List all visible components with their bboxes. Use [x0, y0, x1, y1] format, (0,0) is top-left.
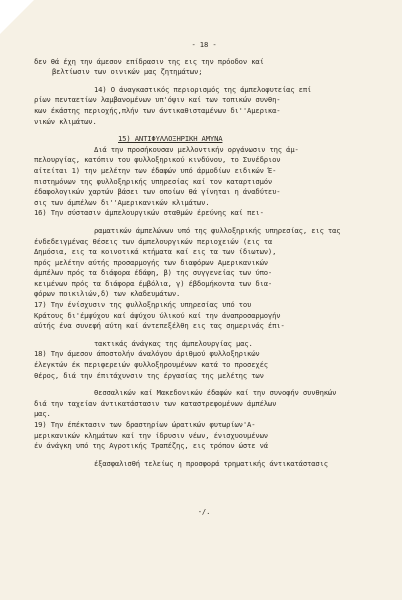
page-number: - 18 -	[191, 40, 217, 49]
text-line: έξασφαλισθή τελείως η προσφορά τρηματικής άντικατάστασις	[94, 458, 328, 468]
text-line: σις των άμπέλων δι''Αμερικανικών κλιμάτων.	[34, 197, 210, 207]
text-line: ραματικών άμπελώνων υπό της φυλλοξηρικής υπηρεσίας, εις τας	[94, 225, 341, 235]
text-line: 16) Την σύστασιν άμπελουργικών σταθμών έρεύνης καί πει-	[34, 208, 264, 218]
document-body	[34, 40, 374, 518]
text-line	[34, 469, 374, 480]
folded-corner	[0, 0, 34, 34]
text-line: πελουργίας, κατόπιν του φυλλοξηρικού κινδύνου, το Συνέδριον	[34, 155, 281, 165]
text-line: 18) Την άμεσον άποστολήν άναλόγου άριθμού φυλλοξηρικών	[34, 349, 260, 359]
text-line: πιστημόνων της φυλλοξηρικής υπηρεσίας καί τον καταρτισμόν	[34, 176, 273, 186]
text-line	[34, 480, 374, 491]
continuation-mark: -/.	[197, 507, 211, 517]
text-line: αύτής ένα συνεφή αύτη καί άντεπεξέλθη εις τας σημερινάς έπι-	[34, 321, 285, 331]
text-line: κειμένων πρός τα διάφορα έμβόλια, γ) έβδομήκοντα των δια-	[34, 278, 273, 288]
text-line: δεν θά έχη την άμεσον επίδρασιν της εις την πρόοδον καί	[34, 56, 264, 66]
text-line: ρίων πενταετίων λαμβανομένων υπ'όψιν καί των τοπικών συνθη-	[34, 95, 281, 105]
text-line: έλεγκτών έκ περιφερειών φυλλοξηρουμένων κατά το προσεχές	[34, 360, 268, 370]
text-line: πρός μελέτην αύτής προσαρμογής των διαφόρων Αμερικανικών	[34, 257, 268, 267]
text-line: Διά την προσήκουσαν μελλοντικήν οργάνωσιν της άμ-	[94, 144, 299, 154]
text-line: Δημόσια, εις τα κοινοτικά κτήματα καί εις τα των ίδιωτων),	[34, 247, 277, 257]
text-line: διά την ταχείαν άντικατάστασιν των καταστρεφομένων άμπέλων	[34, 398, 277, 408]
text-line: έν άνάγκη υπό της Αγροτικής Τραπέζης, εις τρόπον ώστε νά	[34, 441, 268, 451]
text-line: μας.	[34, 409, 51, 419]
text-line: Κράτους δι'έμψύχου καί άψύχου ύλικού καί την άναπροσαρμογήν	[34, 310, 281, 320]
text-line: τακτικάς άνάγκας της άμπελουργίας μας.	[94, 338, 253, 348]
text-line: θέρος, διά την έπιτάχυνσιν της έργασίας της μελέτης των	[34, 370, 264, 380]
text-line: έδαφολογικών χαρτών βάσει των οποίων θά γίνηται η άναδύτευ-	[34, 187, 281, 197]
text-line: Θεσσαλικών καί Μακεδονικών έδαφών καί την συνοφήν συνθηκών	[94, 388, 337, 398]
section-heading: 15) ΑΝΤΙΦΥΛΛΟΞΗΡΙΚΗ ΑΜΥΝΑ	[118, 134, 223, 144]
text-line: άμπέλων πρός τα διάφορα έδάφη, β) της συγγενείας των ύπο-	[34, 268, 273, 278]
text-line: ένδεδειγμένας θέσεις των άμπελουργικών περιοχειών (εις τα	[34, 236, 273, 246]
text-line: 17) Την ένίσχυσιν της φυλλοξηρικής υπηρεσίας υπό του	[34, 300, 252, 310]
text-line: βελτίωσιν των οινικών μας ζητημάτων;	[52, 67, 203, 77]
text-line	[34, 491, 374, 502]
text-line: νικών κλιμάτων.	[34, 116, 97, 126]
text-line: μερικανικών κλημάτων καί την ίδρυσιν νέων, ένισχυουμένων	[34, 430, 268, 440]
text-line: αίτείται 1) την μελέτην των έδαφών υπό άρμοδίων ειδικών Έ-	[34, 165, 277, 175]
text-line: 14) Ο άναγκαστικός περιορισμός της άμπελοφυτείας επί	[94, 84, 312, 94]
text-line: 19) Την έπέκτασιν των δραστηρίων ώρατικών φυτωρίων'Α-	[34, 420, 256, 429]
text-line: φόρων ποικιλιών,δ) των κλαδευμάτων.	[34, 289, 181, 299]
text-line: κων έκάστης περιοχής,πλήν των άντικαθισταμένων δι''Αμερικα-	[34, 105, 281, 115]
